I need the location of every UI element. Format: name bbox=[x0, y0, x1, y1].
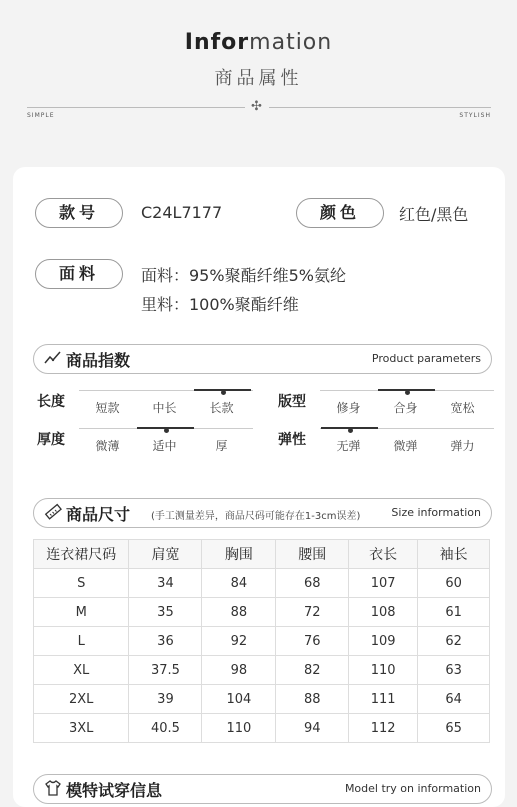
size-table-header-cell: 腰围 bbox=[276, 540, 349, 569]
param-option: 修身 bbox=[336, 401, 361, 415]
table-cell: 108 bbox=[349, 598, 418, 627]
param-option: 厚 bbox=[215, 439, 228, 453]
table-cell: L bbox=[34, 627, 129, 656]
style-number-value: C24L7177 bbox=[141, 203, 223, 222]
param-option: 中长 bbox=[152, 401, 177, 415]
param-label-3: 弹性 bbox=[278, 432, 306, 448]
param-option: 微薄 bbox=[95, 439, 120, 453]
table-row bbox=[34, 685, 490, 714]
param-label-1: 版型 bbox=[278, 394, 306, 410]
params-section-en: Product parameters bbox=[371, 352, 481, 365]
table-cell: 61 bbox=[418, 598, 490, 627]
table-cell: M bbox=[34, 598, 129, 627]
table-cell: 62 bbox=[418, 627, 490, 656]
size-table-body bbox=[34, 569, 490, 743]
fabric-line-lining: 里料：100%聚酯纤维 bbox=[141, 295, 299, 314]
table-row bbox=[34, 569, 490, 598]
param-option: 宽松 bbox=[450, 401, 475, 415]
size-section-en: Size information bbox=[391, 506, 481, 519]
table-cell: 110 bbox=[202, 714, 276, 743]
size-table-header-cell: 衣长 bbox=[349, 540, 418, 569]
size-section-title: 商品尺寸 bbox=[66, 505, 131, 524]
table-cell: 111 bbox=[349, 685, 418, 714]
table-cell: XL bbox=[34, 656, 129, 685]
table-cell: 37.5 bbox=[129, 656, 202, 685]
table-cell: 107 bbox=[349, 569, 418, 598]
table-cell: 84 bbox=[202, 569, 276, 598]
table-cell: 98 bbox=[202, 656, 276, 685]
table-row bbox=[34, 627, 490, 656]
table-cell: 39 bbox=[129, 685, 202, 714]
table-cell: 60 bbox=[418, 569, 490, 598]
param-selected-dot bbox=[405, 390, 410, 395]
table-cell: 36 bbox=[129, 627, 202, 656]
page-title-en bbox=[0, 30, 517, 55]
size-table-header-row bbox=[34, 540, 490, 569]
model-section-en: Model try on information bbox=[344, 782, 481, 795]
stylish-tag: STYLISH bbox=[459, 112, 491, 119]
size-table-header-cell: 肩宽 bbox=[129, 540, 202, 569]
table-row bbox=[34, 598, 490, 627]
param-selected-dot bbox=[348, 428, 353, 433]
table-cell: 64 bbox=[418, 685, 490, 714]
table-cell: S bbox=[34, 569, 129, 598]
param-selected-dot bbox=[221, 390, 226, 395]
shirt-icon bbox=[44, 779, 62, 797]
table-cell: 3XL bbox=[34, 714, 129, 743]
table-cell: 72 bbox=[276, 598, 349, 627]
table-cell: 104 bbox=[202, 685, 276, 714]
param-selected-dot bbox=[164, 428, 169, 433]
size-section-note: (手工测量差异，商品尺码可能存在1-3cm误差) bbox=[151, 511, 361, 522]
size-table bbox=[33, 539, 490, 743]
table-cell: 94 bbox=[276, 714, 349, 743]
title-en-bold: Infor bbox=[184, 30, 250, 55]
color-value: 红色/黑色 bbox=[399, 205, 469, 224]
table-cell: 65 bbox=[418, 714, 490, 743]
size-section-header bbox=[33, 498, 492, 528]
model-section-title: 模特试穿信息 bbox=[66, 781, 163, 800]
table-row bbox=[34, 656, 490, 685]
table-cell: 112 bbox=[349, 714, 418, 743]
param-option: 长款 bbox=[209, 401, 234, 415]
param-option: 微弹 bbox=[393, 439, 418, 453]
size-table-header-cell: 连衣裙尺码 bbox=[34, 540, 129, 569]
param-label-0: 长度 bbox=[37, 394, 65, 410]
table-cell: 34 bbox=[129, 569, 202, 598]
size-table-header-cell: 胸围 bbox=[202, 540, 276, 569]
plus-ornament-icon: ✣ bbox=[251, 99, 262, 114]
info-card bbox=[13, 167, 505, 807]
params-section-header bbox=[33, 344, 492, 374]
style-number-label: 款号 bbox=[35, 198, 123, 228]
param-option: 合身 bbox=[393, 401, 418, 415]
param-option: 弹力 bbox=[450, 439, 475, 453]
header bbox=[0, 0, 517, 150]
table-cell: 2XL bbox=[34, 685, 129, 714]
divider-line-left bbox=[27, 107, 245, 108]
param-option: 短款 bbox=[95, 401, 120, 415]
trend-icon bbox=[44, 349, 62, 367]
table-cell: 68 bbox=[276, 569, 349, 598]
ruler-icon bbox=[44, 503, 62, 521]
table-cell: 92 bbox=[202, 627, 276, 656]
params-section-title: 商品指数 bbox=[66, 351, 131, 370]
table-cell: 88 bbox=[202, 598, 276, 627]
size-table-header-cell: 袖长 bbox=[418, 540, 490, 569]
table-cell: 88 bbox=[276, 685, 349, 714]
table-cell: 110 bbox=[349, 656, 418, 685]
param-label-2: 厚度 bbox=[37, 432, 65, 448]
table-cell: 63 bbox=[418, 656, 490, 685]
table-cell: 35 bbox=[129, 598, 202, 627]
fabric-label: 面料 bbox=[35, 259, 123, 289]
table-cell: 76 bbox=[276, 627, 349, 656]
table-cell: 40.5 bbox=[129, 714, 202, 743]
table-row bbox=[34, 714, 490, 743]
table-cell: 109 bbox=[349, 627, 418, 656]
page-title-cn: 商品属性 bbox=[214, 68, 303, 89]
divider-rule bbox=[27, 101, 491, 121]
simple-tag: SIMPLE bbox=[27, 112, 55, 119]
table-cell: 82 bbox=[276, 656, 349, 685]
color-label: 颜色 bbox=[296, 198, 384, 228]
fabric-line-outer: 面料：95%聚酯纤维5%氨纶 bbox=[141, 266, 346, 285]
title-en-rest: mation bbox=[249, 30, 333, 55]
divider-line-right bbox=[269, 107, 491, 108]
param-option: 适中 bbox=[152, 439, 177, 453]
param-option: 无弹 bbox=[336, 439, 361, 453]
